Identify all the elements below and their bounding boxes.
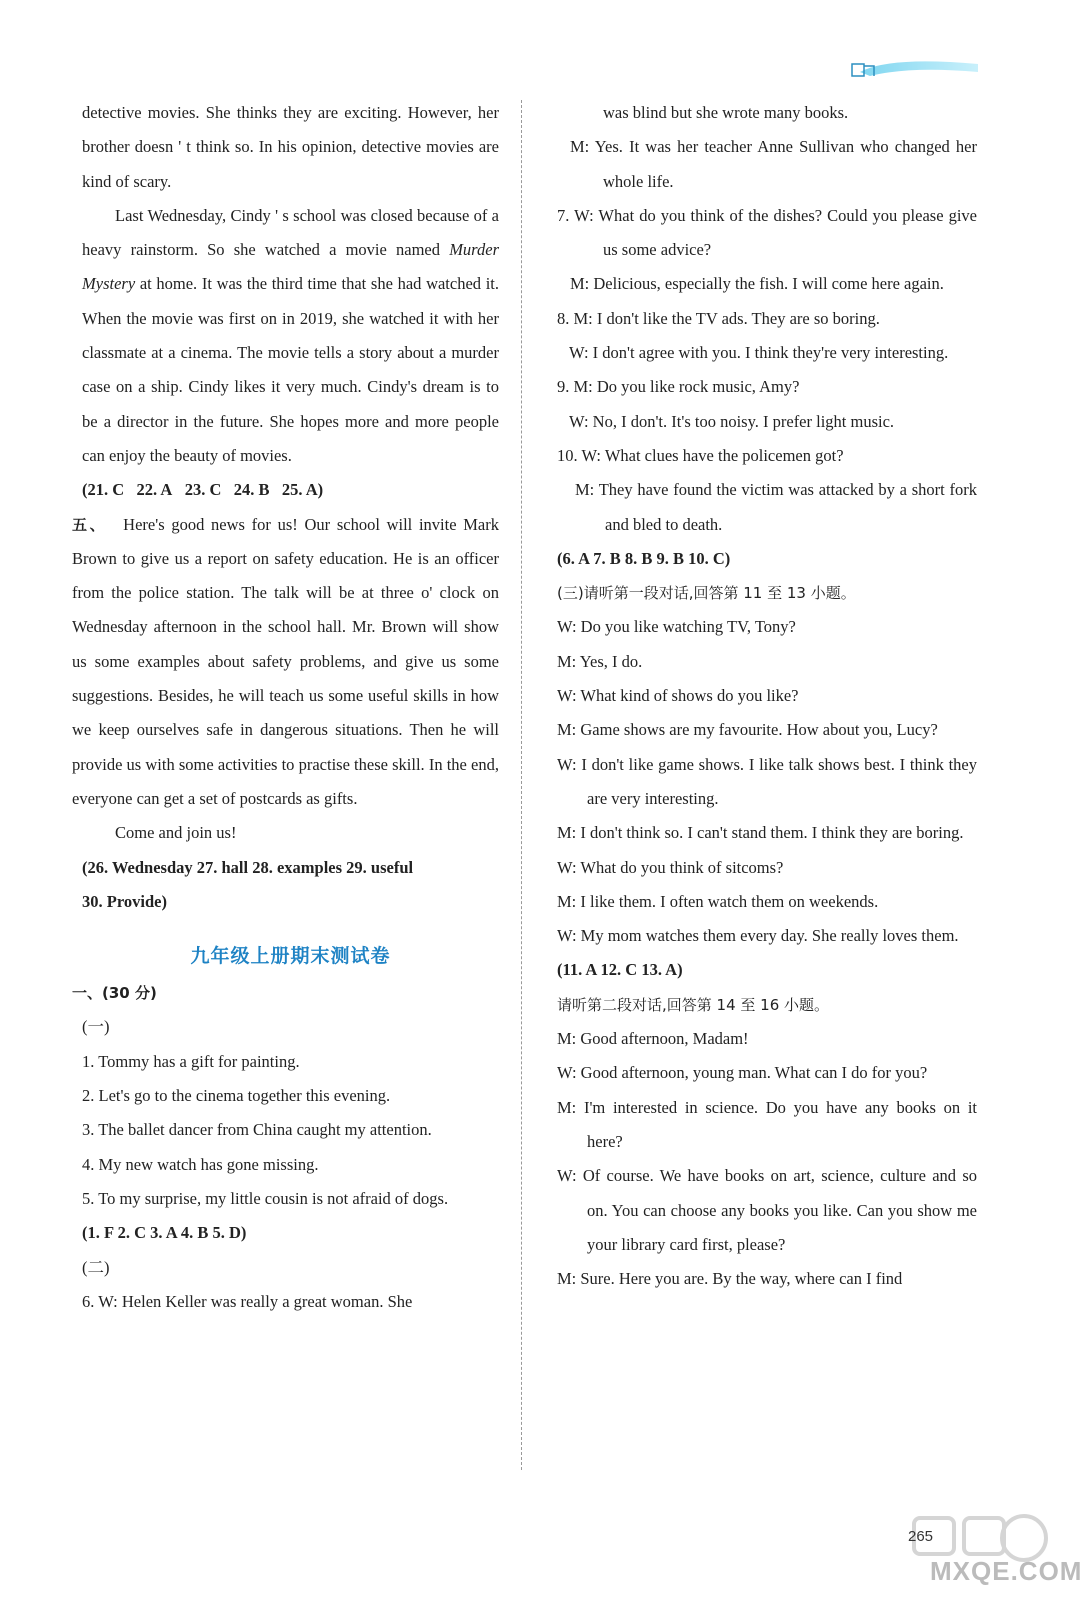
dialogue-line: M: I'm interested in science. Do you have any books on it here? — [557, 1097, 977, 1151]
sub-heading: 请听第二段对话,回答第 14 至 16 小题。 — [557, 995, 830, 1014]
dialogue-line: W: What kind of shows do you like? — [557, 686, 799, 706]
section-five: 五、 Here's good news for us! Our school will invite Mark Brown to give us a report on safety education. He is an officer from the police station. The talk will be at three o' clock on Wednesday afternoon in the school hall. Mr. Brown will show us some examples about safety problems, and give us some suggestions. Besides, he will teach us some useful skills in how we keep ourselves safe in dangerous situations. Then he will provide us with some activities to practise these skill. In the end, everyone can get a set of postcards as gifts. — [72, 514, 499, 808]
column-divider — [521, 100, 522, 1470]
watermark-text: MXQE.COM — [930, 1556, 1082, 1586]
paragraph: detective movies. She thinks they are exciting. However, her brother doesn ' t think so. In his opinion, detective movies are kind of scary. — [82, 103, 499, 191]
answer-line: 30. Provide) — [82, 891, 167, 911]
answer-line: (6. A 7. B 8. B 9. B 10. C) — [557, 548, 731, 568]
dialogue-line: M: I don't think so. I can't stand them. I think they are boring. — [557, 823, 964, 843]
dialogue-line: W: Good afternoon, young man. What can I do for you? — [557, 1063, 928, 1083]
closing-line: Come and join us! — [115, 823, 237, 843]
paragraph: Last Wednesday, Cindy ' s school was closed because of a heavy rainstorm. So she watched a movie named Murder Mystery at home. It was the third time that she had watched it. When the movie was first on in 2019, she watched it with her classmate at a cinema. The movie tells a story about a murder case on a ship. Cindy likes it very much. Cindy's dream is to be a director in the future. She hopes more and more people can enjoy the beauty of movies. — [82, 205, 499, 465]
dialogue-line: W: Of course. We have books on art, science, culture and so on. You can choose any books you like. Can you show me your library card first, please? — [557, 1166, 977, 1254]
sub-heading: (二) — [82, 1257, 110, 1277]
left-column — [72, 96, 499, 1319]
answer-line: (26. Wednesday 27. hall 28. examples 29. useful — [82, 857, 414, 877]
dialogue-line: M: Game shows are my favourite. How about you, Lucy? — [557, 720, 938, 740]
dialogue-line: 6. W: Helen Keller was really a great woman. She — [82, 1291, 413, 1311]
dialogue-line: was blind but she wrote many books. — [603, 103, 849, 122]
list-item: 2. Let's go to the cinema together this evening. — [82, 1086, 391, 1106]
dialogue-line: M: They have found the victim was attacked by a short fork and bled to death. — [575, 480, 977, 534]
answer-line: (1. F 2. C 3. A 4. B 5. D) — [82, 1223, 247, 1243]
dialogue-line: 10. W: What clues have the policemen got? — [557, 445, 844, 465]
sub-heading: (一) — [82, 1017, 110, 1037]
right-column — [557, 96, 977, 1296]
list-item: 3. The ballet dancer from China caught my attention. — [82, 1120, 432, 1140]
dialogue-line: 9. M: Do you like rock music, Amy? — [557, 377, 800, 397]
answer-line: (21. C 22. A 23. C 24. B 25. A) — [82, 480, 324, 500]
list-item: 4. My new watch has gone missing. — [82, 1154, 319, 1174]
dialogue-line: W: No, I don't. It's too noisy. I prefer light music. — [569, 411, 895, 431]
dialogue-line: M: Delicious, especially the fish. I will come here again. — [570, 274, 944, 294]
dialogue-line: 8. M: I don't like the TV ads. They are so boring. — [557, 308, 880, 328]
part-heading: 一、(30 分) — [72, 984, 157, 1003]
list-item: 1. Tommy has a gift for painting. — [82, 1051, 300, 1071]
dialogue-line: W: I don't agree with you. I think they're very interesting. — [569, 343, 949, 363]
dialogue-line: W: What do you think of sitcoms? — [557, 857, 784, 877]
dialogue-line: W: I don't like game shows. I like talk shows best. I think they are very interesting. — [557, 754, 977, 808]
dialogue-line: M: I like them. I often watch them on weekends. — [557, 891, 879, 911]
dialogue-line: M: Yes. It was her teacher Anne Sullivan who changed her whole life. — [570, 137, 977, 191]
answer-line: (11. A 12. C 13. A) — [557, 960, 683, 980]
list-item: 5. To my surprise, my little cousin is not afraid of dogs. — [82, 1188, 449, 1208]
header-decoration — [850, 52, 980, 80]
page-number: 265 — [908, 1528, 934, 1545]
dialogue-line: M: Good afternoon, Madam! — [557, 1029, 749, 1049]
dialogue-line: 7. W: What do you think of the dishes? Could you please give us some advice? — [557, 205, 977, 260]
dialogue-line: M: Sure. Here you are. By the way, where can I find — [557, 1269, 903, 1289]
sub-heading: (三)请听第一段对话,回答第 11 至 13 小题。 — [557, 584, 856, 603]
dialogue-line: M: Yes, I do. — [557, 651, 643, 671]
dialogue-line: W: Do you like watching TV, Tony? — [557, 617, 796, 637]
dialogue-line: W: My mom watches them every day. She really loves them. — [557, 926, 959, 946]
section-title: 九年级上册期末测试卷 — [190, 945, 391, 968]
